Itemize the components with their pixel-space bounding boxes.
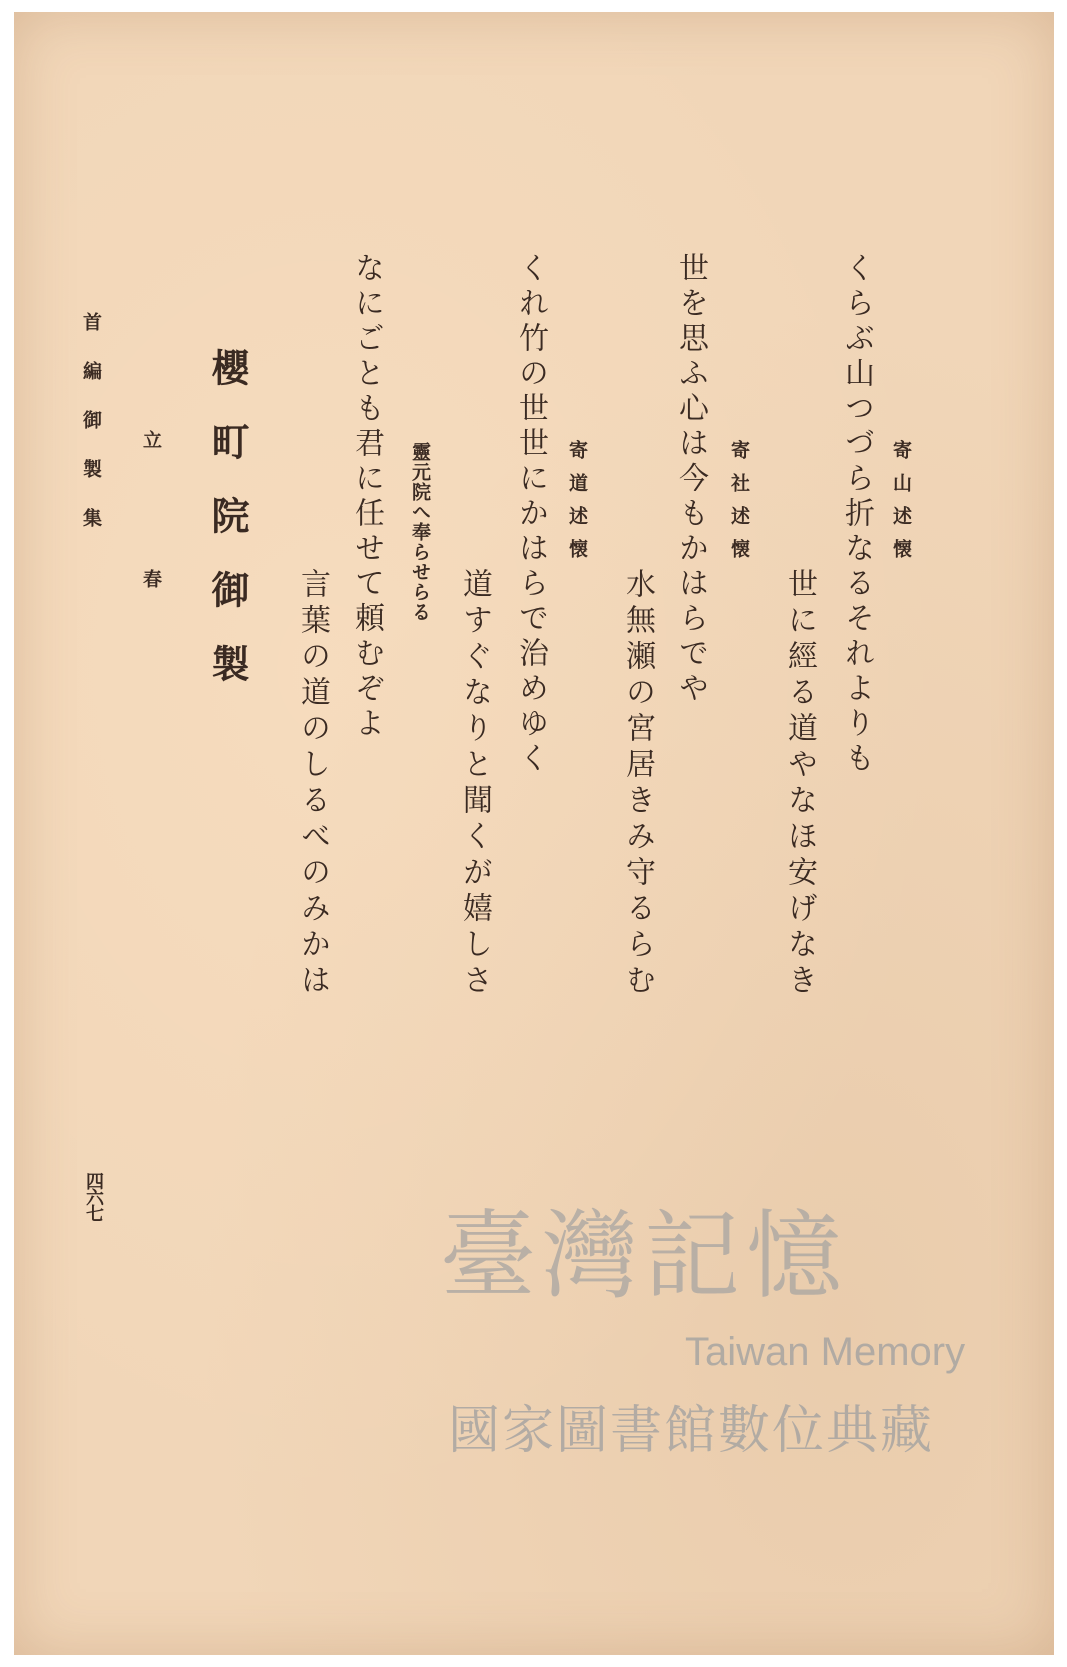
taiwan-memory-watermark — [440, 1180, 1000, 1460]
poem-line: 世を思ふ心は今もかはらでや — [673, 252, 708, 707]
poem-line: くらぶ山つづら折なるそれよりも — [839, 252, 874, 777]
watermark-subtitle: 國家圖書館數位典藏 — [448, 1402, 935, 1460]
section-heading: 櫻町院御製 — [205, 348, 250, 718]
poem-title-yama: 寄山述懐 — [890, 440, 912, 572]
poem-line: くれ竹の世世にかはらで治めゆく — [513, 252, 548, 777]
running-title: 首編御製集 — [80, 312, 102, 557]
watermark-logo-text: 臺灣記憶 — [440, 1200, 848, 1312]
page-number: 四六七 — [83, 1172, 104, 1220]
poem-title-michi: 寄道述懐 — [566, 440, 588, 572]
poem-line: 道すぐなりと聞くが嬉しさ — [457, 568, 492, 1000]
poem-line: 言葉の道のしるべのみかは — [295, 568, 330, 1000]
poem-title-risshun: 立春 — [140, 430, 162, 708]
poem-line: 世に經る道やなほ安げなき — [782, 568, 817, 1000]
watermark-english: Taiwan Memory — [685, 1330, 966, 1374]
poem-title-yashiro: 寄社述懐 — [728, 440, 750, 572]
poem-line: なにごとも君に任せて頼むぞよ — [349, 252, 384, 742]
poem-line: 水無瀬の宮居きみ守るらむ — [620, 568, 655, 1000]
dedication-note: 靈元院へ奉らせらる — [409, 442, 431, 622]
